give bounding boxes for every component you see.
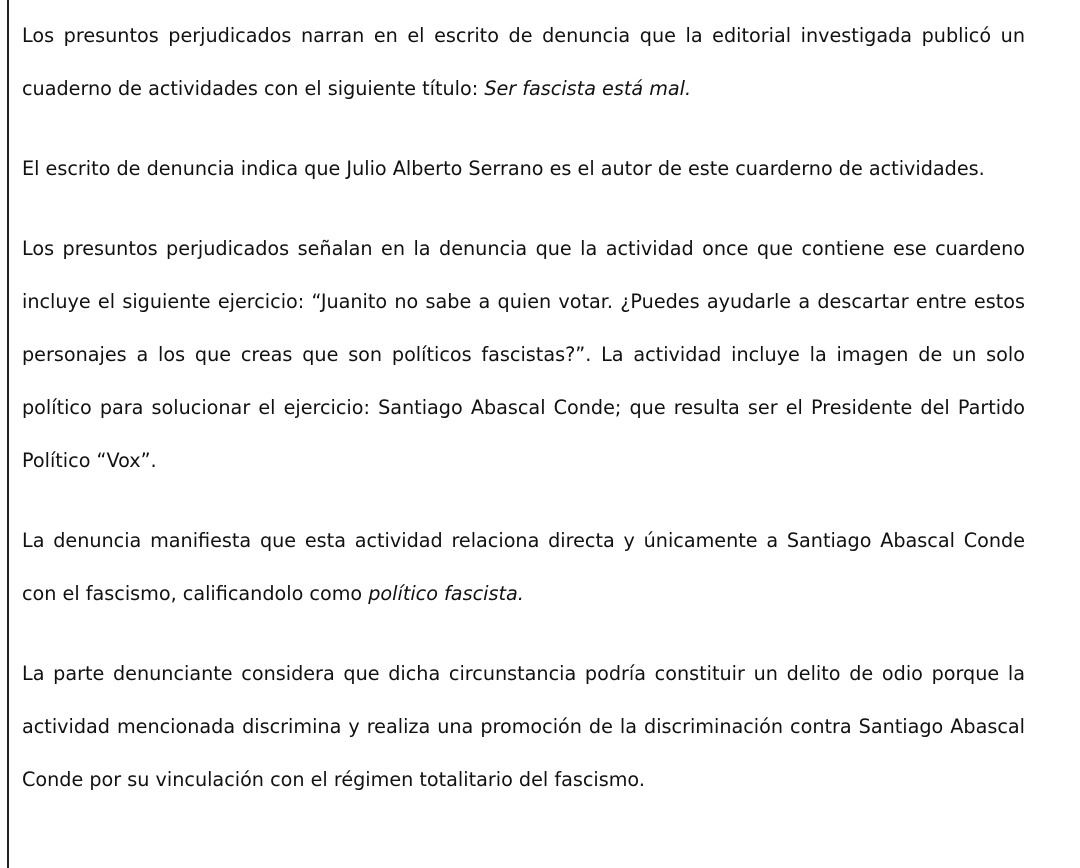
paragraph-1 — [22, 9, 1025, 115]
paragraph-5-text: La parte denunciante considera que dicha circunstancia podría constituir un delito de odio porque la actividad mencionada discrimina y realiza una promoción de la discriminación contra Santiago Abascal Conde por su vinculación con el régimen totalitario del fascismo. — [22, 662, 1025, 791]
paragraph-5 — [22, 647, 1025, 806]
left-margin-rule — [7, 0, 9, 868]
paragraph-4-emphasis-italic: político fascista. — [368, 582, 524, 605]
paragraph-4 — [22, 514, 1025, 620]
paragraph-2-text: El escrito de denuncia indica que Julio Alberto Serrano es el autor de este cuarderno de actividades. — [22, 157, 985, 180]
paragraph-3 — [22, 222, 1025, 487]
paragraph-1-text: Los presuntos perjudicados narran en el escrito de denuncia que la editorial investigada publicó un cuaderno de actividades con el siguiente título: — [22, 24, 1025, 100]
paragraph-4-text: La denuncia manifiesta que esta actividad relaciona directa y únicamente a Santiago Abascal Conde con el fascismo, calificandolo como — [22, 529, 1025, 605]
paragraph-1-title-italic: Ser fascista está mal. — [484, 77, 692, 100]
paragraph-2 — [22, 142, 1025, 195]
paragraph-3-text: Los presuntos perjudicados señalan en la denuncia que la actividad once que contiene ese cuardeno incluye el siguiente ejercicio: “Juanito no sabe a quien votar. ¿Puedes ayudarle a descartar entre estos personajes a los que creas que son políticos fascistas?”. La actividad incluye la imagen de un solo político para solucionar el ejercicio: Santiago Abascal Conde; que resulta ser el Presidente del Partido Político “Vox”. — [22, 237, 1025, 472]
document-body — [22, 9, 1025, 833]
